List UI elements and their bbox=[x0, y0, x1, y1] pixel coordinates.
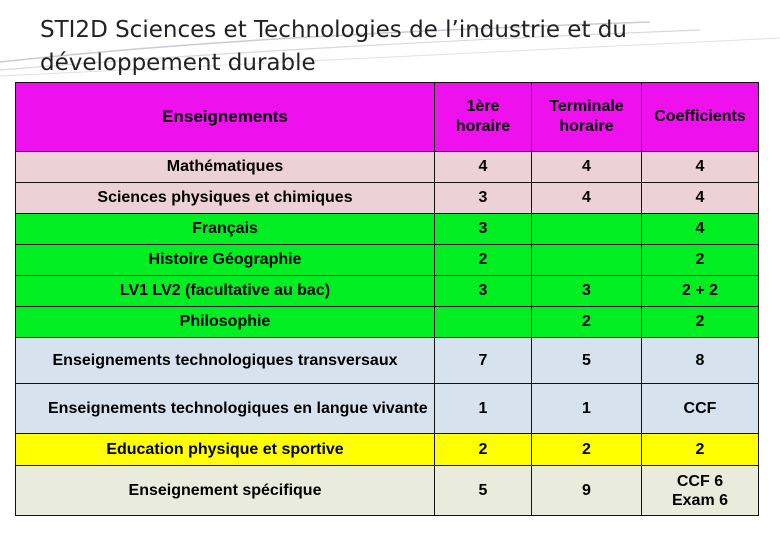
subject-cell: Sciences physiques et chimiques bbox=[16, 183, 435, 214]
subject-cell: Histoire Géographie bbox=[16, 245, 435, 276]
subject-cell: Français bbox=[16, 214, 435, 245]
coef-cell: 2 bbox=[642, 434, 759, 466]
table-row bbox=[16, 245, 759, 276]
terminale-cell: 4 bbox=[532, 183, 642, 214]
terminale-cell: 9 bbox=[532, 466, 642, 516]
premiere-cell: 4 bbox=[435, 152, 532, 183]
subject-cell: Philosophie bbox=[16, 307, 435, 338]
premiere-cell: 7 bbox=[435, 338, 532, 384]
premiere-cell: 2 bbox=[435, 434, 532, 466]
subject-cell: Mathématiques bbox=[16, 152, 435, 183]
premiere-cell: 2 bbox=[435, 245, 532, 276]
premiere-cell: 3 bbox=[435, 183, 532, 214]
coef-cell: CCF 6 Exam 6 bbox=[642, 466, 759, 516]
subject-cell: Enseignement spécifique bbox=[16, 466, 435, 516]
premiere-cell: 3 bbox=[435, 214, 532, 245]
table-row bbox=[16, 338, 759, 384]
terminale-cell: 2 bbox=[532, 307, 642, 338]
curriculum-table bbox=[15, 82, 759, 516]
slide-title: STI2D Sciences et Technologies de l’industrie et du développement durable bbox=[40, 17, 627, 76]
header-premiere: 1ère horaire bbox=[435, 83, 532, 152]
subject-cell: LV1 LV2 (facultative au bac) bbox=[16, 276, 435, 307]
terminale-cell: 5 bbox=[532, 338, 642, 384]
terminale-cell: 1 bbox=[532, 384, 642, 434]
terminale-cell: 3 bbox=[532, 276, 642, 307]
coef-cell: 4 bbox=[642, 152, 759, 183]
table-row bbox=[16, 434, 759, 466]
terminale-cell: 4 bbox=[532, 152, 642, 183]
coef-cell: 8 bbox=[642, 338, 759, 384]
coef-cell: 2 bbox=[642, 307, 759, 338]
terminale-cell bbox=[532, 245, 642, 276]
subject-cell: Enseignements technologiques en langue vivante bbox=[16, 384, 435, 434]
table-row bbox=[16, 276, 759, 307]
table-row bbox=[16, 466, 759, 516]
subject-cell: Enseignements technologiques transversaux bbox=[16, 338, 435, 384]
premiere-cell: 3 bbox=[435, 276, 532, 307]
terminale-cell bbox=[532, 214, 642, 245]
terminale-cell: 2 bbox=[532, 434, 642, 466]
coef-cell: CCF bbox=[642, 384, 759, 434]
premiere-cell bbox=[435, 307, 532, 338]
header-terminale: Terminale horaire bbox=[532, 83, 642, 152]
coef-cell: 4 bbox=[642, 214, 759, 245]
coef-cell: 2 + 2 bbox=[642, 276, 759, 307]
subject-cell: Education physique et sportive bbox=[16, 434, 435, 466]
table-row bbox=[16, 183, 759, 214]
table-row bbox=[16, 214, 759, 245]
premiere-cell: 5 bbox=[435, 466, 532, 516]
header-coefficients: Coefficients bbox=[642, 83, 759, 152]
table-row bbox=[16, 152, 759, 183]
header-enseignements: Enseignements bbox=[16, 83, 435, 152]
table-header-row bbox=[16, 83, 759, 152]
premiere-cell: 1 bbox=[435, 384, 532, 434]
coef-cell: 4 bbox=[642, 183, 759, 214]
table-row bbox=[16, 384, 759, 434]
coef-cell: 2 bbox=[642, 245, 759, 276]
table-row bbox=[16, 307, 759, 338]
